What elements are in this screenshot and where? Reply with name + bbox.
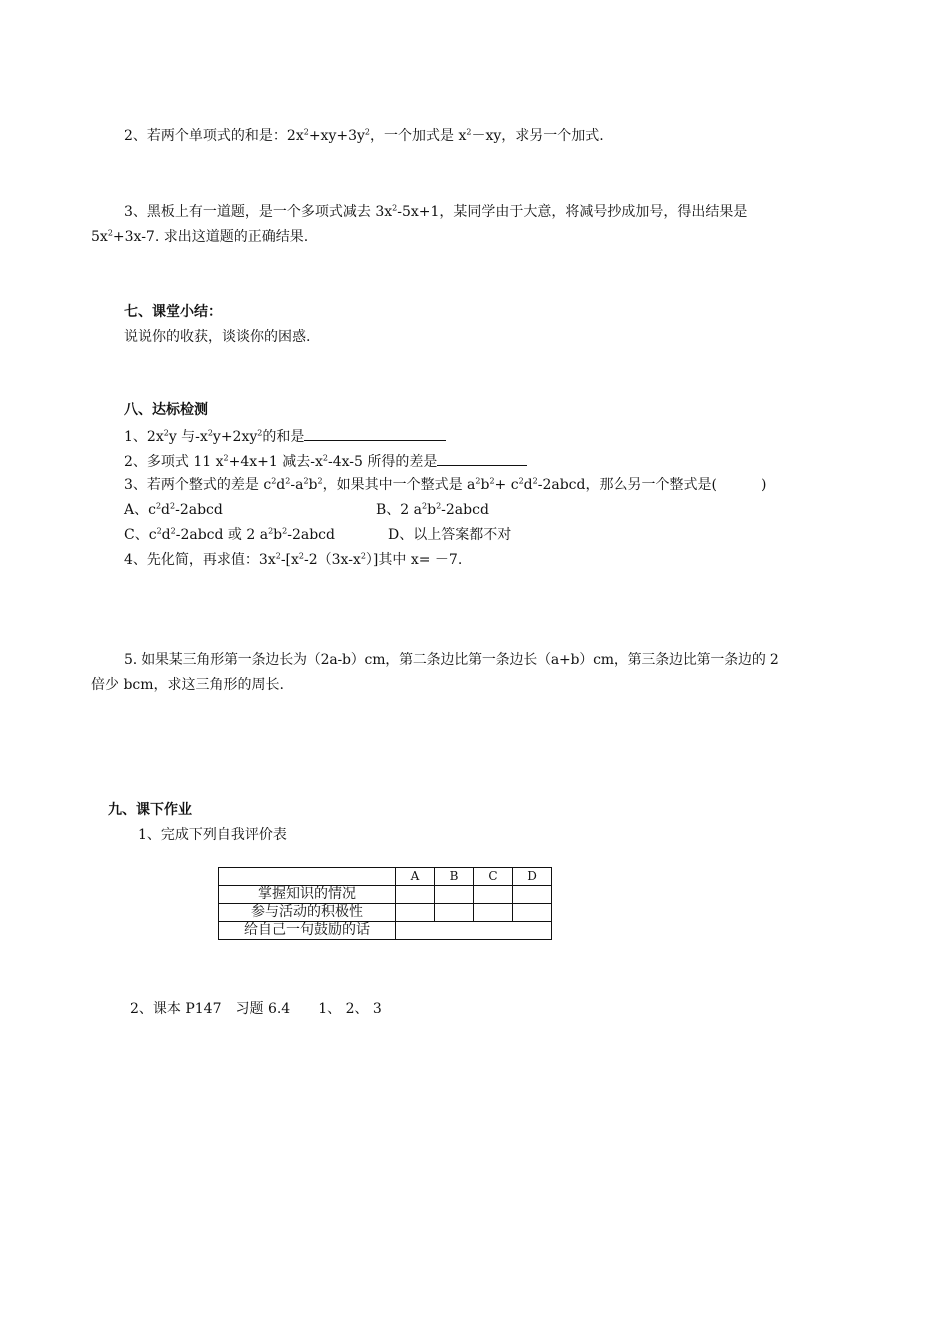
table-header-cell [219, 868, 396, 886]
problem-2: 2、若两个单项式的和是：$2x^2+xy+3y^2$，一个加式是 $x^2-xy$，求另一个加式. [124, 127, 604, 144]
table-row [219, 904, 552, 922]
check-question-4: 4、先化简，再求值：$3x^2-[x^2-2(3x-x^2)]$其中 x= －7. [124, 551, 463, 568]
problem-3-line1: 3、黑板上有一道题，是一个多项式减去 $3x^2-5x+1$，某同学由于大意，将减号抄成加号，得出结果是 [124, 203, 748, 220]
option-c: C、$c^2d^2-2abcd$ 或 2 $a^2b^2-2abcd$ [124, 526, 335, 543]
row-label: 掌握知识的情况 [219, 886, 396, 904]
table-row [219, 922, 552, 940]
option-a: A、$c^2d^2-2abcd$ [124, 501, 223, 518]
answer-blank[interactable] [437, 451, 527, 466]
option-b: B、2 $a^2b^2-2abcd$ [376, 501, 489, 518]
encouragement-cell[interactable] [396, 922, 552, 940]
check-question-3: 3、若两个整式的差是 $c^2d^2-a^2b^2$，如果其中一个整式是 $a^2b^2+$ $c^2d^2-2abcd$，那么另一个整式是( ) [124, 476, 767, 493]
rating-cell[interactable] [513, 904, 552, 922]
table-header-cell: B [435, 868, 474, 886]
answer-blank[interactable] [304, 426, 446, 441]
table-header-row [219, 868, 552, 886]
homework-item-1: 1、完成下列自我评价表 [138, 827, 287, 843]
homework-item-2: 2、课本 P147 习题 6.4 1、 2、 3 [130, 1001, 382, 1017]
rating-cell[interactable] [396, 886, 435, 904]
section-7-body: 说说你的收获，谈谈你的困惑. [124, 329, 311, 345]
check-question-1: 1、$2x^2y$ 与$-x^2y+2xy^2$的和是 [124, 426, 446, 446]
rating-cell[interactable] [435, 886, 474, 904]
self-evaluation-table [218, 867, 552, 940]
table-row [219, 886, 552, 904]
table-header-cell: C [474, 868, 513, 886]
rating-cell[interactable] [435, 904, 474, 922]
check-question-5-line2: 倍少 bcm，求这三角形的周长. [91, 677, 284, 693]
rating-cell[interactable] [474, 904, 513, 922]
section-8-title: 八、达标检测 [124, 402, 208, 418]
problem-3-line2: $5x^2+3x-7$. 求出这道题的正确结果. [91, 228, 309, 245]
table-header-cell: D [513, 868, 552, 886]
section-9-title: 九、课下作业 [108, 802, 192, 818]
rating-cell[interactable] [513, 886, 552, 904]
section-7-title: 七、课堂小结： [124, 304, 222, 320]
rating-cell[interactable] [396, 904, 435, 922]
row-label: 参与活动的积极性 [219, 904, 396, 922]
row-label: 给自己一句鼓励的话 [219, 922, 396, 940]
table-header-cell: A [396, 868, 435, 886]
rating-cell[interactable] [474, 886, 513, 904]
option-d: D、以上答案都不对 [388, 527, 512, 543]
check-question-5-line1: 5. 如果某三角形第一条边长为（2a-b）cm，第二条边比第一条边长（a+b）cm，第三条边比第一条边的 2 [124, 652, 779, 668]
check-question-2: 2、多项式 11 $x^2+4x+1$ 减去$-x^2-4x-5$ 所得的差是 [124, 451, 527, 471]
